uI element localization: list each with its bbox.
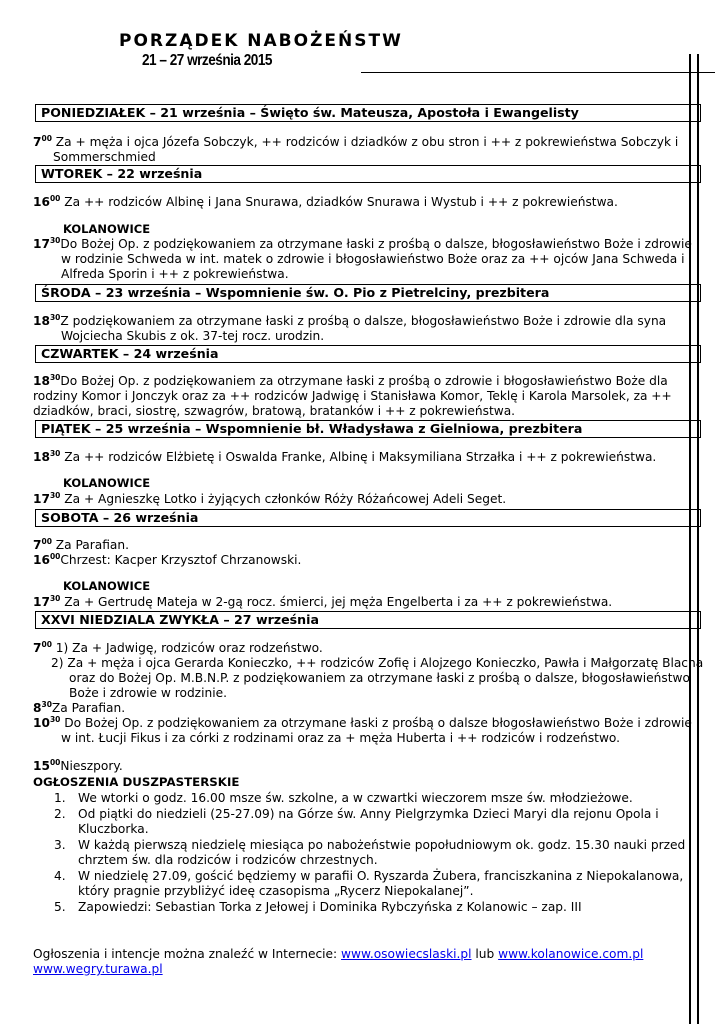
day-header-wednesday: ŚRODA – 23 września – Wspomnienie św. O. Pio z Pietrelciny, prezbitera xyxy=(35,284,701,302)
mass-entry-cont: 2) Za + męża i ojca Gerarda Konieczko, ++ rodziców Zofię i Alojzego Konieczko, Pawła i Małgorzatę Blacha xyxy=(51,656,704,670)
mass-entry: $7^{00}$ Za + męża i ojca Józefa Sobczyk, ++ rodziców i dziadków z obu stron i ++ z pokrewieństwa Sobczyk i xyxy=(33,134,679,149)
day-header-tuesday: WTOREK – 22 września xyxy=(35,165,701,183)
mass-entry: $17^{30}Do$ Bożej Op. z podziękowaniem za otrzymane łaski z prośbą o dalsze, błogosławieństwo Boże i zdrowie xyxy=(33,236,692,251)
footer-line-2 xyxy=(33,962,163,977)
kolanowice-label: KOLANOWICE xyxy=(63,222,151,236)
mass-entry-cont: Alfreda Sporin i ++ z pokrewieństwa. xyxy=(61,267,289,281)
mass-entry: $16^{00}$ Za ++ rodziców Albinę i Jana Snurawa, dziadków Snurawa i Wystub i ++ z pokrewieństwa. xyxy=(33,194,618,209)
link-wegry-turawa[interactable]: www.wegry.turawa.pl xyxy=(33,962,163,976)
mass-entry-cont: Wojciecha Skubis z ok. 37-tej rocz. urodzin. xyxy=(61,329,325,343)
right-margin-line xyxy=(689,54,691,1024)
mass-entry: $15^{00}Nieszpory$. xyxy=(33,758,123,773)
day-header-friday: PIĄTEK – 25 września – Wspomnienie bł. Władysława z Gielniowa, prezbitera xyxy=(35,420,701,438)
notices-title: OGŁOSZENIA DUSZPASTERSKIE xyxy=(33,775,240,789)
day-header-saturday: SOBOTA – 26 września xyxy=(35,509,701,527)
link-kolanowice[interactable]: www.kolanowice.com.pl xyxy=(498,947,644,961)
footer-line xyxy=(33,947,643,962)
mass-entry: $18^{30}$ Za ++ rodziców Elżbietę i Oswalda Franke, Albinę i Maksymiliana Strzałka i ++ z pokrewieństwa. xyxy=(33,449,657,464)
mass-entry: $10^{30}$ Do Bożej Op. z podziękowaniem za otrzymane łaski z prośbą o dalsze błogosławieństwo Boże i zdrowie xyxy=(33,715,692,730)
top-rule xyxy=(361,72,715,73)
page-title: PORZĄDEK NABOŻEŃSTW xyxy=(119,31,403,51)
day-header-thursday: CZWARTEK – 24 września xyxy=(35,345,701,363)
mass-entry: $8^{30}Za$ Parafian. xyxy=(33,700,126,715)
mass-entry-cont: Sommerschmied xyxy=(53,150,156,164)
mass-entry-cont: w rodzinie Schweda w int. matek o zdrowie i błogosławieństwo Boże oraz za ++ ojców Jana Schweda i xyxy=(61,252,685,266)
mass-entry: $18^{30}Do$ Bożej Op. z podziękowaniem za otrzymane łaski z prośbą o zdrowie i błogosławieństwo Boże dla xyxy=(33,373,668,388)
mass-entry-cont: w int. Łucji Fikus i za córki z rodzinami oraz za + męża Huberta i ++ rodziców i rodzeństwo. xyxy=(61,731,621,745)
mass-entry: $7^{00}$ 1) Za + Jadwigę, rodziców oraz rodzeństwo. xyxy=(33,640,323,655)
day-header-sunday: XXVI NIEDZIALA ZWYKŁA – 27 września xyxy=(35,611,701,629)
mass-entry-cont: dziadków, braci, siostrę, szwagrów, bratową, bratanków i ++ z pokrewieństwa. xyxy=(33,404,516,418)
mass-entry: $16^{00}Chrzest$: Kacper Krzysztof Chrzanowski. xyxy=(33,552,302,567)
mass-entry-cont: rodziny Komor i Jonczyk oraz za ++ rodziców Jadwigę i Stanisława Komor, Teklę i Karola Marsolek, za ++ xyxy=(33,389,672,403)
mass-entry: $7^{00}$ Za Parafian. xyxy=(33,537,129,552)
mass-entry: $17^{30}$ Za + Agnieszkę Lotko i żyjących członków Róży Różańcowej Adeli Seget. xyxy=(33,491,507,506)
link-osowiecslaski[interactable]: www.osowiecslaski.pl xyxy=(341,947,472,961)
right-margin-line-outer xyxy=(697,54,699,1024)
mass-entry-cont: Boże i zdrowie w rodzinie. xyxy=(69,686,227,700)
kolanowice-label: KOLANOWICE xyxy=(63,476,151,490)
mass-entry-cont: oraz do Bożej Op. M.B.N.P. z podziękowaniem za otrzymane łaski z prośbą o dalsze, błogosławieństwo xyxy=(69,671,690,685)
kolanowice-label: KOLANOWICE xyxy=(63,579,151,593)
day-header-monday: PONIEDZIAŁEK – 21 września – Święto św. Mateusza, Apostoła i Ewangelisty xyxy=(35,104,701,122)
page-subtitle: 21 – 27 września 2015 xyxy=(142,52,272,69)
footer-text: Ogłoszenia i intencje można znaleźć w Internecie: xyxy=(33,947,338,961)
mass-entry: $18^{30}Z$ podziękowaniem za otrzymane łaski z prośbą o dalsze, błogosławieństwo Boże i zdrowie dla syna xyxy=(33,313,667,328)
mass-entry: $17^{30}$ Za + Gertrudę Mateja w 2-gą rocz. śmierci, jej męża Engelberta i za ++ z pokrewieństwa. xyxy=(33,594,613,609)
footer-or: lub xyxy=(475,947,495,961)
